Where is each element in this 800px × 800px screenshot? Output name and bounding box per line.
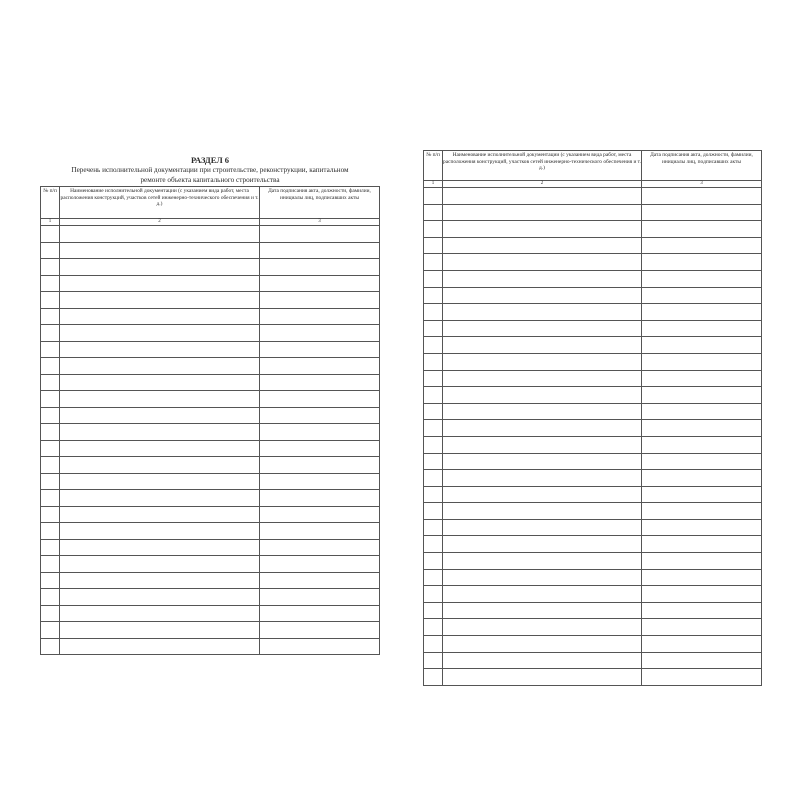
table-row <box>424 337 762 354</box>
cell-document-name[interactable] <box>60 325 260 342</box>
cell-document-name[interactable] <box>60 440 260 457</box>
cell-signing-info[interactable] <box>642 586 762 603</box>
cell-number[interactable] <box>424 387 443 404</box>
cell-number[interactable] <box>41 440 60 457</box>
cell-number[interactable] <box>41 341 60 358</box>
cell-document-name[interactable] <box>443 237 642 254</box>
cell-number[interactable] <box>424 237 443 254</box>
table-row <box>424 287 762 304</box>
cell-signing-info[interactable] <box>642 503 762 520</box>
cell-signing-info[interactable] <box>260 457 380 474</box>
cell-signing-info[interactable] <box>260 539 380 556</box>
table-row <box>424 470 762 487</box>
cell-signing-info[interactable] <box>260 325 380 342</box>
cell-number[interactable] <box>424 287 443 304</box>
cell-document-name[interactable] <box>443 353 642 370</box>
cell-document-name[interactable] <box>60 605 260 622</box>
table-row <box>424 553 762 570</box>
cell-signing-info[interactable] <box>260 622 380 639</box>
table-row <box>424 204 762 221</box>
header-number: № п/п <box>424 151 443 181</box>
cell-document-name[interactable] <box>60 407 260 424</box>
cell-number[interactable] <box>41 226 60 243</box>
cell-number[interactable] <box>424 337 443 354</box>
table-row <box>41 539 380 556</box>
header-signing-date: Дата подписания акта, должности, фамилии, инициалы лиц, подписавших акты <box>260 187 380 219</box>
cell-document-name[interactable] <box>443 204 642 221</box>
table-row <box>41 308 380 325</box>
cell-number[interactable] <box>424 420 443 437</box>
column-number: 2 <box>443 181 642 188</box>
cell-document-name[interactable] <box>443 453 642 470</box>
cell-document-name[interactable] <box>443 619 642 636</box>
table-body <box>41 226 380 655</box>
table-row <box>424 370 762 387</box>
cell-signing-info[interactable] <box>642 486 762 503</box>
header-signing-date: Дата подписания акта, должности, фамилии, инициалы лиц, подписавших акты <box>642 151 762 181</box>
cell-number[interactable] <box>41 539 60 556</box>
cell-number[interactable] <box>424 519 443 536</box>
cell-signing-info[interactable] <box>642 287 762 304</box>
table-row <box>424 669 762 686</box>
cell-number[interactable] <box>41 605 60 622</box>
cell-number[interactable] <box>424 436 443 453</box>
table-row <box>424 503 762 520</box>
cell-signing-info[interactable] <box>642 188 762 205</box>
cell-number[interactable] <box>424 221 443 238</box>
cell-document-name[interactable] <box>443 636 642 653</box>
cell-number[interactable] <box>424 320 443 337</box>
cell-signing-info[interactable] <box>642 602 762 619</box>
cell-document-name[interactable] <box>443 586 642 603</box>
column-number: 3 <box>260 219 380 226</box>
cell-number[interactable] <box>424 304 443 321</box>
cell-number[interactable] <box>424 188 443 205</box>
cell-document-name[interactable] <box>443 304 642 321</box>
cell-document-name[interactable] <box>443 503 642 520</box>
cell-signing-info[interactable] <box>642 553 762 570</box>
cell-signing-info[interactable] <box>260 242 380 259</box>
cell-number[interactable] <box>424 353 443 370</box>
cell-number[interactable] <box>424 602 443 619</box>
cell-signing-info[interactable] <box>642 519 762 536</box>
table-row <box>41 523 380 540</box>
cell-number[interactable] <box>424 536 443 553</box>
table-row <box>41 275 380 292</box>
table-row <box>424 602 762 619</box>
cell-signing-info[interactable] <box>642 221 762 238</box>
table-row <box>424 270 762 287</box>
table-row <box>424 320 762 337</box>
cell-signing-info[interactable] <box>260 226 380 243</box>
cell-number[interactable] <box>41 325 60 342</box>
register-table-right <box>423 150 762 686</box>
cell-document-name[interactable] <box>60 341 260 358</box>
table-row <box>424 586 762 603</box>
cell-signing-info[interactable] <box>642 669 762 686</box>
table-row <box>424 403 762 420</box>
left-page <box>40 150 380 655</box>
table-row <box>424 304 762 321</box>
cell-signing-info[interactable] <box>260 638 380 655</box>
cell-signing-info[interactable] <box>642 254 762 271</box>
cell-signing-info[interactable] <box>642 370 762 387</box>
table-row <box>424 519 762 536</box>
cell-signing-info[interactable] <box>642 270 762 287</box>
table-row <box>41 457 380 474</box>
cell-document-name[interactable] <box>60 391 260 408</box>
table-row <box>41 292 380 309</box>
cell-document-name[interactable] <box>443 470 642 487</box>
cell-signing-info[interactable] <box>260 358 380 375</box>
table-row <box>41 242 380 259</box>
table-row <box>424 636 762 653</box>
cell-document-name[interactable] <box>443 403 642 420</box>
cell-number[interactable] <box>41 638 60 655</box>
cell-signing-info[interactable] <box>642 337 762 354</box>
cell-document-name[interactable] <box>60 523 260 540</box>
cell-number[interactable] <box>424 619 443 636</box>
cell-document-name[interactable] <box>60 539 260 556</box>
cell-document-name[interactable] <box>443 387 642 404</box>
cell-signing-info[interactable] <box>642 652 762 669</box>
cell-number[interactable] <box>424 254 443 271</box>
cell-document-name[interactable] <box>443 337 642 354</box>
cell-signing-info[interactable] <box>260 407 380 424</box>
cell-signing-info[interactable] <box>642 619 762 636</box>
cell-document-name[interactable] <box>60 226 260 243</box>
cell-number[interactable] <box>424 586 443 603</box>
cell-signing-info[interactable] <box>642 387 762 404</box>
cell-signing-info[interactable] <box>260 275 380 292</box>
cell-signing-info[interactable] <box>642 320 762 337</box>
cell-document-name[interactable] <box>60 275 260 292</box>
table-row <box>424 254 762 271</box>
cell-number[interactable] <box>424 270 443 287</box>
cell-document-name[interactable] <box>443 370 642 387</box>
cell-signing-info[interactable] <box>642 453 762 470</box>
cell-document-name[interactable] <box>60 242 260 259</box>
table-row <box>41 490 380 507</box>
cell-number[interactable] <box>41 374 60 391</box>
cell-document-name[interactable] <box>443 188 642 205</box>
cell-document-name[interactable] <box>60 292 260 309</box>
cell-number[interactable] <box>424 453 443 470</box>
header-document-name: Наименование исполнительной документации (с указанием вида работ, места расположения конструкций, участков сетей инженерно-технического обеспечения и т. д.) <box>443 151 642 181</box>
table-row <box>41 572 380 589</box>
table-row <box>424 569 762 586</box>
table-row <box>424 387 762 404</box>
table-row <box>41 440 380 457</box>
table-row <box>41 358 380 375</box>
table-row <box>41 638 380 655</box>
table-row <box>424 188 762 205</box>
cell-document-name[interactable] <box>60 589 260 606</box>
table-header-row <box>41 187 380 219</box>
cell-number[interactable] <box>41 523 60 540</box>
cell-signing-info[interactable] <box>642 420 762 437</box>
cell-number[interactable] <box>424 370 443 387</box>
table-body <box>424 188 762 686</box>
cell-number[interactable] <box>41 391 60 408</box>
cell-number[interactable] <box>424 204 443 221</box>
cell-number[interactable] <box>41 358 60 375</box>
cell-signing-info[interactable] <box>260 308 380 325</box>
table-header-row <box>424 151 762 181</box>
table-row <box>41 341 380 358</box>
cell-document-name[interactable] <box>60 424 260 441</box>
cell-number[interactable] <box>424 503 443 520</box>
cell-document-name[interactable] <box>443 254 642 271</box>
table-row <box>41 589 380 606</box>
cell-signing-info[interactable] <box>260 605 380 622</box>
column-number: 1 <box>41 219 60 226</box>
cell-number[interactable] <box>424 470 443 487</box>
cell-signing-info[interactable] <box>260 374 380 391</box>
table-row <box>424 237 762 254</box>
cell-number[interactable] <box>41 457 60 474</box>
cell-signing-info[interactable] <box>642 204 762 221</box>
cell-document-name[interactable] <box>443 320 642 337</box>
cell-number[interactable] <box>41 259 60 276</box>
register-table-left <box>40 186 380 655</box>
table-row <box>424 420 762 437</box>
cell-document-name[interactable] <box>443 669 642 686</box>
cell-signing-info[interactable] <box>642 470 762 487</box>
table-row <box>41 473 380 490</box>
cell-number[interactable] <box>424 569 443 586</box>
table-row <box>41 407 380 424</box>
column-number-row <box>41 219 380 226</box>
cell-document-name[interactable] <box>60 572 260 589</box>
cell-signing-info[interactable] <box>260 424 380 441</box>
cell-number[interactable] <box>424 636 443 653</box>
table-row <box>41 226 380 243</box>
cell-number[interactable] <box>41 292 60 309</box>
cell-document-name[interactable] <box>443 553 642 570</box>
column-number: 1 <box>424 181 443 188</box>
cell-signing-info[interactable] <box>642 353 762 370</box>
cell-document-name[interactable] <box>443 270 642 287</box>
cell-document-name[interactable] <box>443 420 642 437</box>
cell-signing-info[interactable] <box>642 403 762 420</box>
section-title: РАЗДЕЛ 6 <box>190 155 230 165</box>
cell-document-name[interactable] <box>60 457 260 474</box>
cell-signing-info[interactable] <box>642 536 762 553</box>
table-row <box>41 622 380 639</box>
cell-signing-info[interactable] <box>260 523 380 540</box>
cell-document-name[interactable] <box>60 622 260 639</box>
cell-number[interactable] <box>424 669 443 686</box>
cell-number[interactable] <box>424 403 443 420</box>
table-row <box>41 506 380 523</box>
cell-signing-info[interactable] <box>260 572 380 589</box>
cell-document-name[interactable] <box>60 374 260 391</box>
cell-document-name[interactable] <box>60 259 260 276</box>
cell-number[interactable] <box>41 506 60 523</box>
cell-signing-info[interactable] <box>260 490 380 507</box>
header-document-name: Наименование исполнительной документации (с указанием вида работ, места расположения конструкций, участков сетей инженерно-технического обеспечения и т. д.) <box>60 187 260 219</box>
cell-document-name[interactable] <box>443 287 642 304</box>
cell-document-name[interactable] <box>443 221 642 238</box>
cell-document-name[interactable] <box>60 638 260 655</box>
cell-signing-info[interactable] <box>642 304 762 321</box>
cell-signing-info[interactable] <box>260 589 380 606</box>
cell-number[interactable] <box>424 553 443 570</box>
cell-signing-info[interactable] <box>260 292 380 309</box>
table-row <box>424 619 762 636</box>
cell-number[interactable] <box>424 486 443 503</box>
table-row <box>41 605 380 622</box>
cell-signing-info[interactable] <box>260 506 380 523</box>
cell-number[interactable] <box>41 424 60 441</box>
table-row <box>424 221 762 238</box>
table-row <box>424 486 762 503</box>
cell-number[interactable] <box>41 242 60 259</box>
table-row <box>41 556 380 573</box>
cell-number[interactable] <box>41 407 60 424</box>
cell-document-name[interactable] <box>443 519 642 536</box>
table-row <box>41 374 380 391</box>
cell-signing-info[interactable] <box>642 569 762 586</box>
cell-signing-info[interactable] <box>260 391 380 408</box>
cell-document-name[interactable] <box>443 602 642 619</box>
cell-signing-info[interactable] <box>260 440 380 457</box>
section-subtitle: Перечень исполнительной документации при строительстве, реконструкции, капитальном ремонте объекта капитального строительства <box>71 166 349 184</box>
cell-document-name[interactable] <box>443 536 642 553</box>
table-row <box>41 325 380 342</box>
cell-number[interactable] <box>41 490 60 507</box>
cell-signing-info[interactable] <box>642 237 762 254</box>
table-row <box>424 652 762 669</box>
table-row <box>41 259 380 276</box>
cell-document-name[interactable] <box>60 308 260 325</box>
table-row <box>41 424 380 441</box>
cell-number[interactable] <box>41 308 60 325</box>
cell-signing-info[interactable] <box>260 556 380 573</box>
column-number-row <box>424 181 762 188</box>
cell-number[interactable] <box>41 275 60 292</box>
cell-document-name[interactable] <box>60 506 260 523</box>
cell-document-name[interactable] <box>443 436 642 453</box>
cell-document-name[interactable] <box>60 358 260 375</box>
cell-document-name[interactable] <box>443 652 642 669</box>
cell-signing-info[interactable] <box>260 341 380 358</box>
cell-number[interactable] <box>41 572 60 589</box>
table-row <box>41 391 380 408</box>
column-number: 2 <box>60 219 260 226</box>
table-row <box>424 453 762 470</box>
cell-signing-info[interactable] <box>260 259 380 276</box>
table-row <box>424 536 762 553</box>
cell-document-name[interactable] <box>60 490 260 507</box>
column-number: 3 <box>642 181 762 188</box>
cell-number[interactable] <box>41 589 60 606</box>
cell-signing-info[interactable] <box>260 473 380 490</box>
cell-number[interactable] <box>424 652 443 669</box>
cell-number[interactable] <box>41 556 60 573</box>
cell-signing-info[interactable] <box>642 636 762 653</box>
right-page <box>423 150 762 686</box>
table-row <box>424 436 762 453</box>
cell-document-name[interactable] <box>60 556 260 573</box>
cell-document-name[interactable] <box>443 486 642 503</box>
cell-document-name[interactable] <box>443 569 642 586</box>
cell-signing-info[interactable] <box>642 436 762 453</box>
cell-number[interactable] <box>41 622 60 639</box>
table-row <box>424 353 762 370</box>
cell-number[interactable] <box>41 473 60 490</box>
cell-document-name[interactable] <box>60 473 260 490</box>
header-number: № п/п <box>41 187 60 219</box>
